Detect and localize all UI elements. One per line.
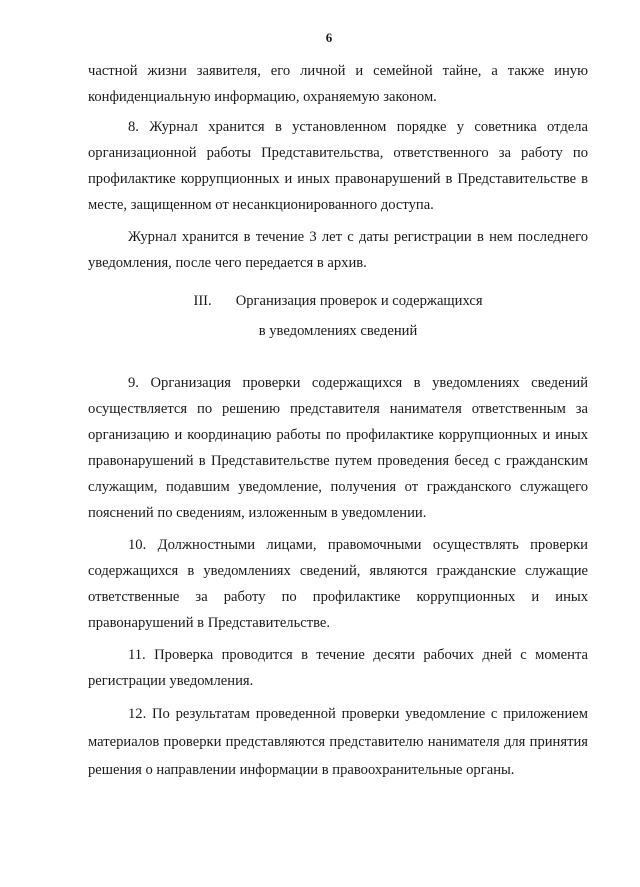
paragraph-10: 10. Должностными лицами, правомочными осуществлять проверки содержащихся в уведомлениях сведений, являются гражданские служащие ответственные за работу по профилактике коррупционных и иных правонарушений в Представительстве.: [88, 537, 588, 631]
paragraph-8: 8. Журнал хранится в установленном порядке у советника отдела организационной работы Представительства, ответственного за работу по профилактике коррупционных и иных правонарушений в Представительстве в месте, защищенном от несанкционированного доступа.: [88, 119, 588, 213]
section-heading-line-1: [88, 286, 588, 316]
paragraph-9: 9. Организация проверки содержащихся в уведомлениях сведений осуществляется по решению представителя нанимателя ответственным за организацию и координацию работы по профилактике коррупционных и иных правонарушений в Представительстве путем проведения бесед с гражданским служащим, подавшим уведомление, получения от гражданского служащего пояснений по сведениям, изложенным в уведомлении.: [88, 375, 588, 521]
section-number: III.: [193, 293, 212, 309]
page-number: 6: [325, 30, 333, 45]
paragraph-12: 12. По результатам проведенной проверки уведомление с приложением материалов проверки представляются представителю нанимателя для принятия решения о направлении информации в правоохранительные органы.: [88, 706, 588, 778]
bottom-text-block: [88, 370, 588, 784]
section-title-line-1: Организация проверок и содержащихся: [235, 293, 483, 309]
paragraph-journal-storage: Журнал хранится в течение 3 лет с даты регистрации в нем последнего уведомления, после чего передается в архив.: [88, 229, 588, 271]
section-title-line-2: в уведомлениях сведений: [258, 323, 418, 339]
paragraph-continuation: частной жизни заявителя, его личной и семейной тайне, а также иную конфиденциальную информацию, охраняемую законом.: [88, 63, 588, 105]
top-text-block: [88, 58, 588, 276]
section-heading: [88, 286, 588, 346]
paragraph-11: 11. Проверка проводится в течение десяти рабочих дней с момента регистрации уведомления.: [88, 647, 588, 689]
